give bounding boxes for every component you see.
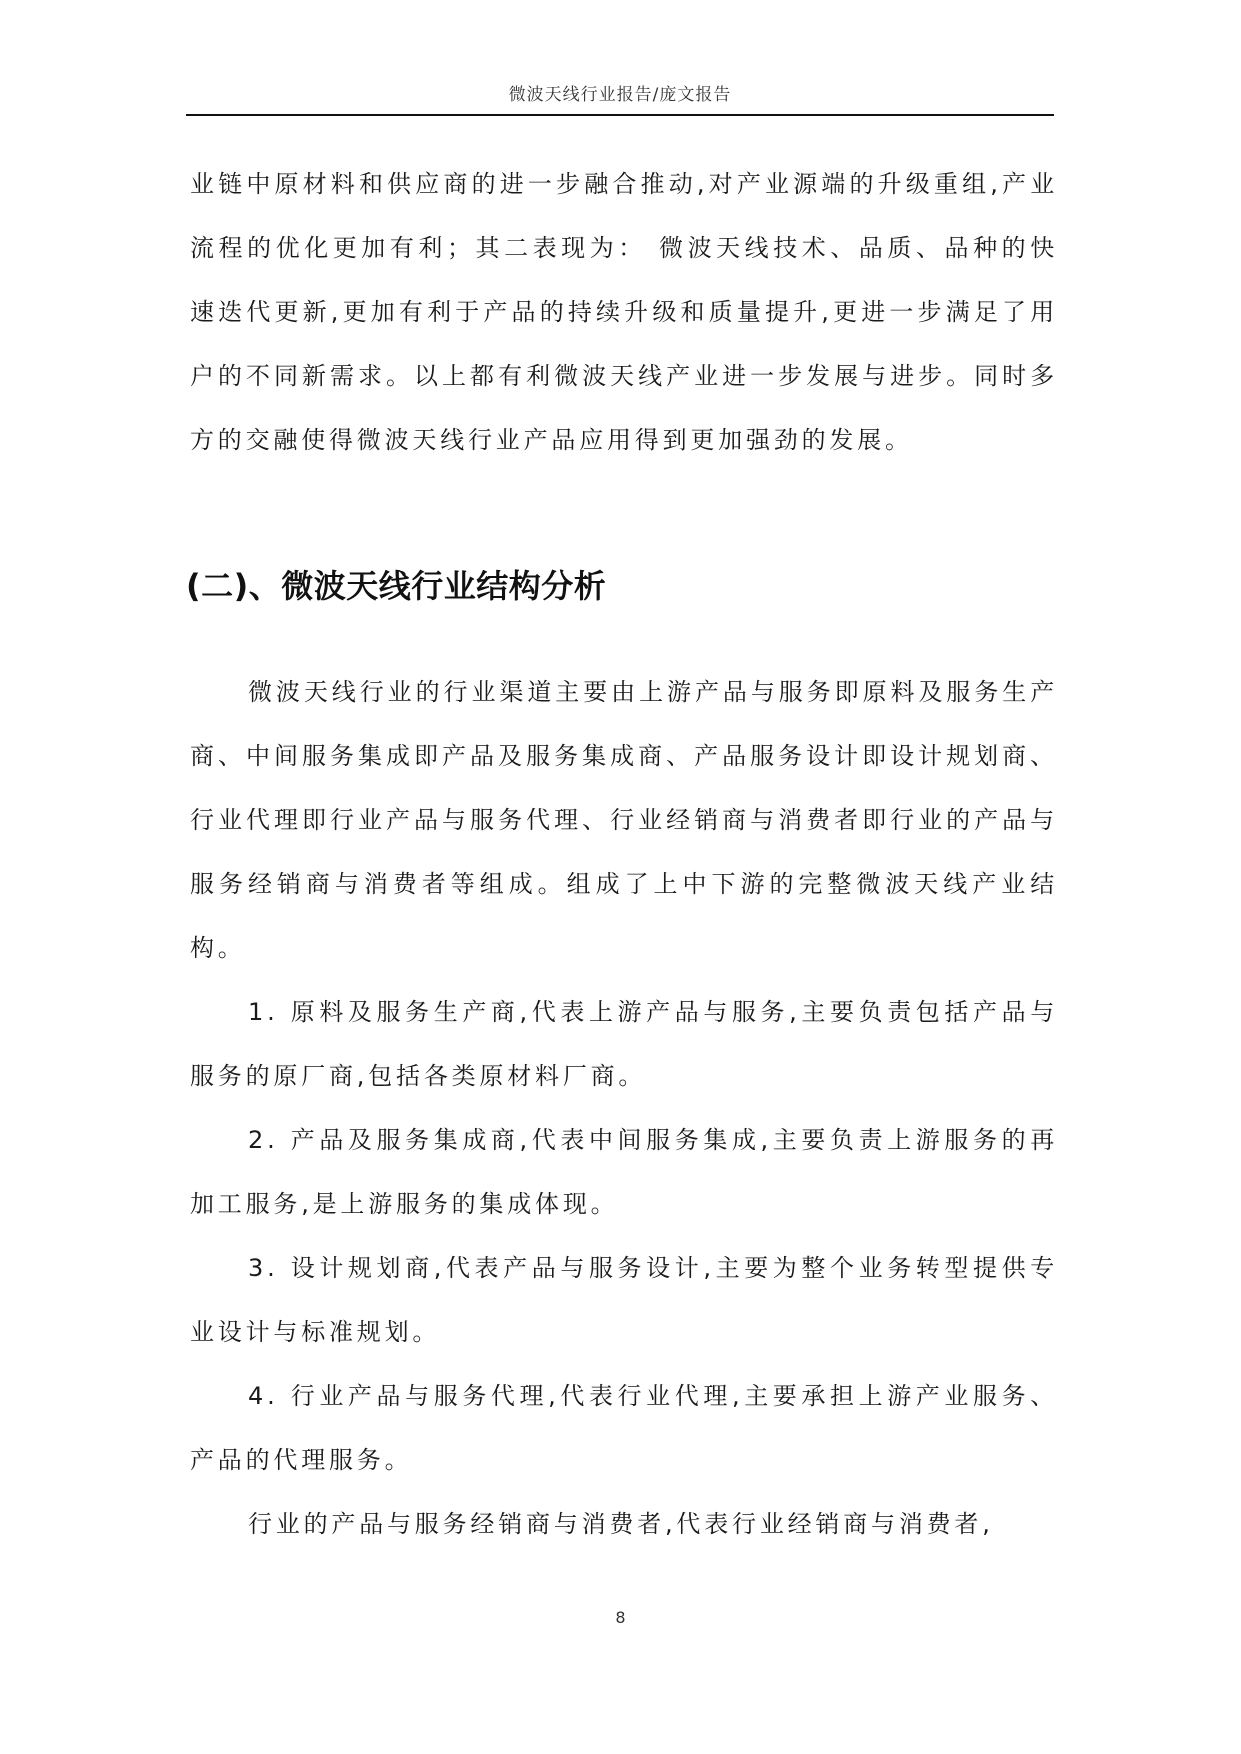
running-header: 微波天线行业报告/庞文报告: [508, 85, 732, 105]
continued-paragraph: 业链中原材料和供应商的进一步融合推动,对产业源端的升级重组,产业流程的优化更加有利；其二表现为： 微波天线技术、品质、品种的快速迭代更新,更加有利于产品的持续升级和质量提升,更进一步满足了用户的不同新需求。以上都有利微波天线产业进一步发展与进步。同时多方的交融使得微波天线行业产品应用得到更加强劲的发展。: [190, 170, 1058, 454]
final-paragraph: 行业的产品与服务经销商与消费者,代表行业经销商与消费者,: [248, 1510, 994, 1538]
page-number: 8: [615, 1608, 626, 1627]
section-heading: (二)、微波天线行业结构分析: [186, 567, 607, 605]
list-item-3: 3. 设计规划商,代表产品与服务设计,主要为整个业务转型提供专业设计与标准规划。: [190, 1254, 1058, 1346]
header-divider: [186, 114, 1054, 116]
list-item-2: 2. 产品及服务集成商,代表中间服务集成,主要负责上游服务的再加工服务,是上游服务的集成体现。: [190, 1126, 1058, 1218]
list-item-1: 1. 原料及服务生产商,代表上游产品与服务,主要负责包括产品与服务的原厂商,包括各类原材料厂商。: [190, 998, 1058, 1090]
intro-paragraph: 微波天线行业的行业渠道主要由上游产品与服务即原料及服务生产商、中间服务集成即产品及服务集成商、产品服务设计即设计规划商、行业代理即行业产品与服务代理、行业经销商与消费者即行业的产品与服务经销商与消费者等组成。组成了上中下游的完整微波天线产业结构。: [190, 678, 1058, 962]
list-item-4: 4. 行业产品与服务代理,代表行业代理,主要承担上游产业服务、产品的代理服务。: [190, 1382, 1058, 1474]
